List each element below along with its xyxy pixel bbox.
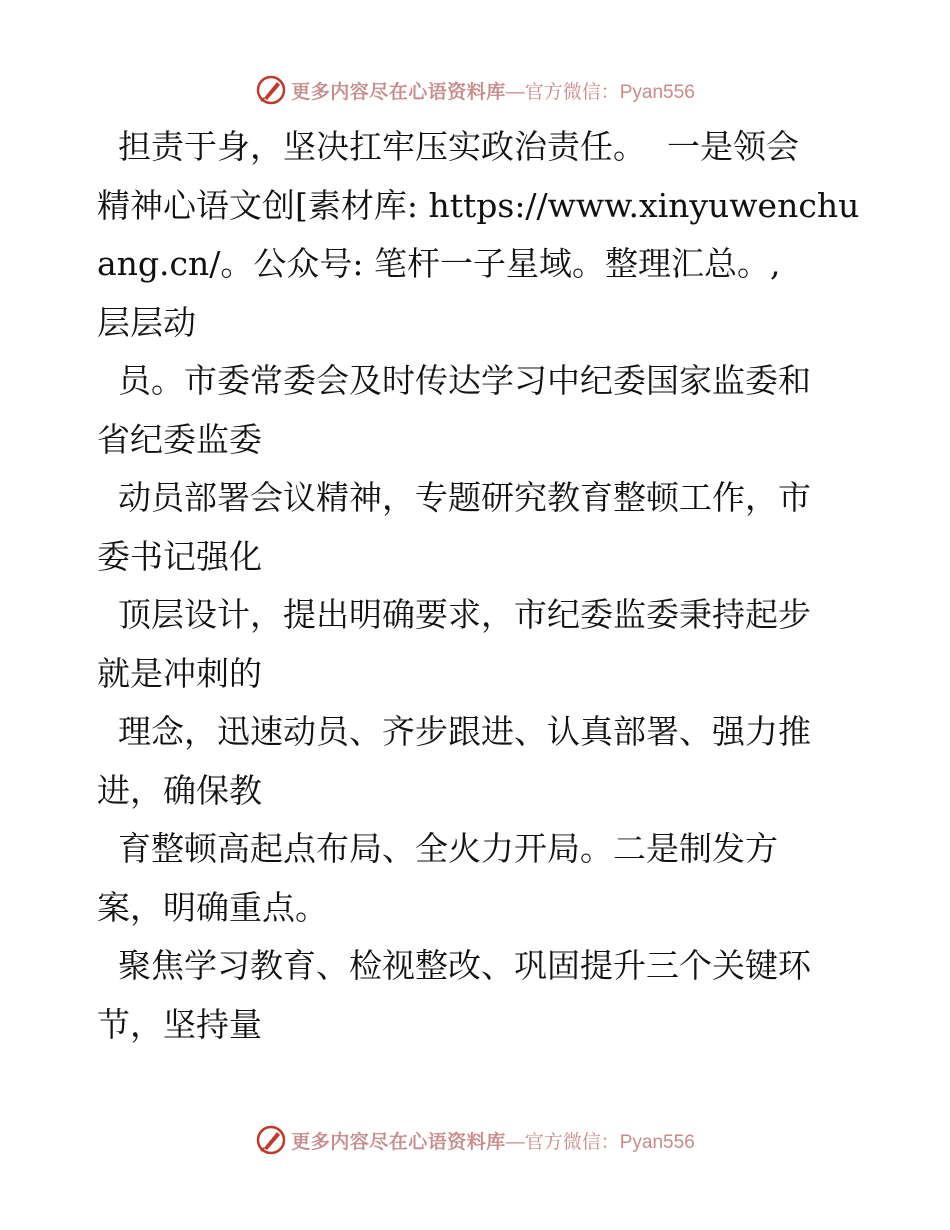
body-line: 进，确保教 <box>97 770 262 810</box>
body-line: 动员部署会议精神，专题研究教育整顿工作，市 <box>97 478 811 517</box>
body-line: 层层动 <box>97 302 196 342</box>
body-line: 委书记强化 <box>97 536 262 576</box>
body-line: 省纪委监委 <box>97 419 262 459</box>
header-banner <box>0 70 950 110</box>
header-contact: —官方微信：Pyan556 <box>505 81 695 103</box>
body-line: ang.cn/。公众号: 笔杆一子星域。整理汇总。, <box>97 244 781 283</box>
body-line: 案，明确重点。 <box>97 887 328 927</box>
body-line: 员。市委常委会及时传达学习中纪委国家监委和 <box>97 361 811 400</box>
header-slogan: 更多内容尽在心语资料库 <box>291 80 506 103</box>
body-line: 育整顿高起点布局、全火力开局。二是制发方 <box>97 829 778 868</box>
footer-contact: —官方微信：Pyan556 <box>505 1131 695 1153</box>
document-body <box>97 118 860 1054</box>
quill-pen-logo-icon <box>255 1124 287 1156</box>
body-line: 顶层设计，提出明确要求，市纪委监委秉持起步 <box>97 595 811 634</box>
quill-pen-logo-icon <box>255 74 287 106</box>
body-line: 就是冲刺的 <box>97 653 262 693</box>
footer-slogan: 更多内容尽在心语资料库 <box>291 1130 506 1153</box>
body-line: 担责于身，坚决扛牢压实政治责任。 一是领会 <box>97 127 799 166</box>
body-line: 理念，迅速动员、齐步跟进、认真部署、强力推 <box>97 712 811 751</box>
body-line: 节，坚持量 <box>97 1004 262 1044</box>
body-line: 精神心语文创[素材库: https://www.xinyuwenchu <box>97 185 860 225</box>
body-line: 聚焦学习教育、检视整改、巩固提升三个关键环 <box>97 946 811 985</box>
footer-banner <box>0 1120 950 1160</box>
